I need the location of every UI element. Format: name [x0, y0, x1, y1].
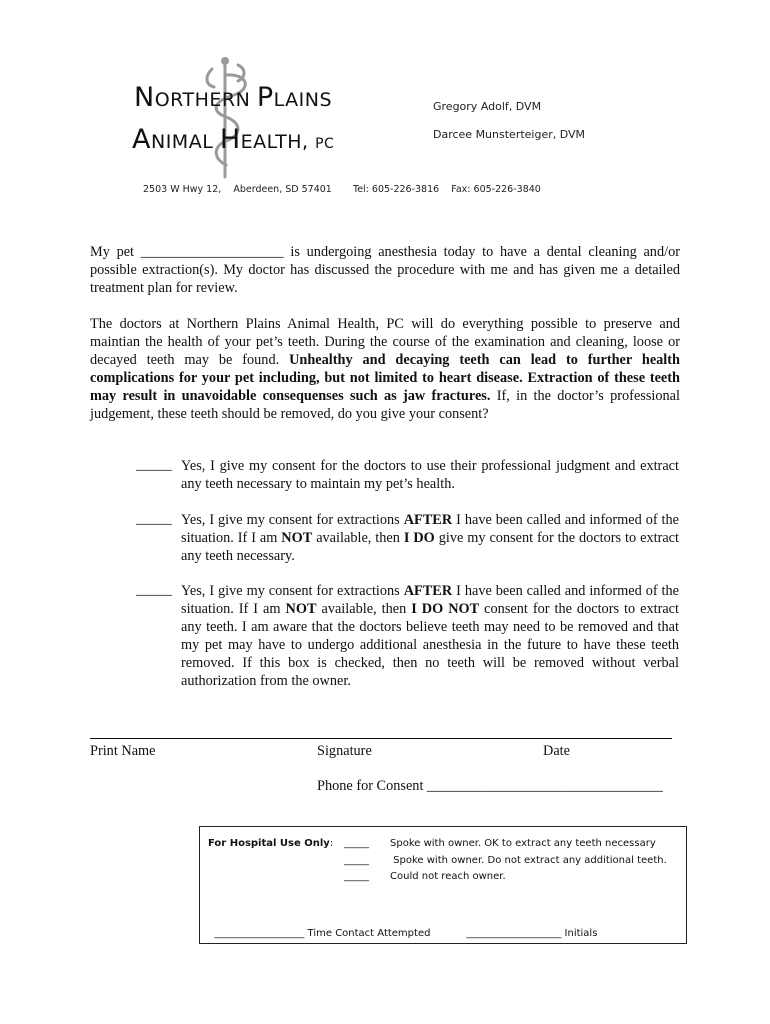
hospital-use-title: For Hospital Use Only: — [208, 838, 334, 849]
phone-blank[interactable]: _________________________________ — [427, 778, 663, 794]
hospital-option-1-blank[interactable]: _____ — [344, 838, 369, 849]
clinic-address: 2503 W Hwy 12, Aberdeen, SD 57401 — [143, 184, 332, 195]
hospital-option-1-text: Spoke with owner. OK to extract any teeth necessary — [390, 838, 656, 849]
signature-line[interactable] — [90, 738, 672, 739]
initials-blank[interactable]: ___________________ — [466, 928, 562, 939]
option-3-text: Yes, I give my consent for extractions AFTER I have been called and informed of the situation. If I am NOT available, then I DO NOT consent for the doctors to extract any teeth. I am aware that the doctors believe teeth may need to be removed and that my pet may have to undergo additional anesthesia in the future to have these teeth removed. If this box is checked, then no teeth will be removed without verbal authorization from the owner. — [181, 583, 680, 689]
intro-paragraph: My pet ____________________ is undergoing anesthesia today to have a dental cleaning and/or possible extraction(s). My doctor has discussed the procedure with me and has given me a detailed treatment plan for review. — [90, 244, 680, 296]
option-1-checkbox-blank[interactable]: _____ — [136, 457, 172, 473]
option-1-text: Yes, I give my consent for the doctors to use their professional judgment and extract any teeth necessary to maintain my pet’s health. — [181, 458, 679, 492]
doctor-name-2: Darcee Munsterteiger, DVM — [433, 128, 586, 141]
date-label: Date — [543, 743, 570, 759]
logo-line-1: NORTHERN PLAINS — [134, 82, 333, 113]
option-3-checkbox-blank[interactable]: _____ — [136, 582, 172, 598]
option-2-text: Yes, I give my consent for extractions AFTER I have been called and informed of the situation. If I am NOT available, then I DO give my consent for the doctors to extract any teeth necessary. — [181, 512, 680, 564]
option-2-checkbox-blank[interactable]: _____ — [136, 511, 172, 527]
clinic-contact: Tel: 605-226-3816 Fax: 605-226-3840 — [353, 184, 541, 195]
time-contact-attempted: __________________ Time Contact Attempted — [214, 928, 431, 939]
hospital-option-3-blank[interactable]: _____ — [344, 871, 369, 882]
doctor-name-1: Gregory Adolf, DVM — [433, 100, 542, 113]
hospital-option-2-blank[interactable]: _____ — [344, 855, 369, 866]
print-name-label: Print Name — [90, 743, 156, 759]
caduceus-logo-icon — [180, 55, 270, 185]
hospital-option-2-text: Spoke with owner. Do not extract any additional teeth. — [390, 855, 667, 866]
signature-label: Signature — [317, 743, 372, 759]
time-blank[interactable]: __________________ — [214, 928, 305, 939]
logo-line-2: ANIMAL HEALTH, PC — [132, 124, 335, 155]
phone-for-consent: Phone for Consent _________________________________ — [317, 778, 663, 794]
consent-paragraph: The doctors at Northern Plains Animal Health, PC will do everything possible to preserve and maintian the health of your pet’s teeth. During the course of the examination and cleaning, loose or decayed teeth may be found. Unhealthy and decaying teeth can lead to further health complications for your pet including, but not limited to heart disease. Extraction of these teeth may result in unavoidable consequenses such as jaw fractures. If, in the doctor’s professional judgement, these teeth should be removed, do you give your consent? — [90, 316, 681, 422]
pet-name-blank[interactable]: ____________________ — [140, 244, 284, 260]
initials: ___________________ Initials — [466, 928, 598, 939]
hospital-option-3-text: Could not reach owner. — [390, 871, 506, 882]
